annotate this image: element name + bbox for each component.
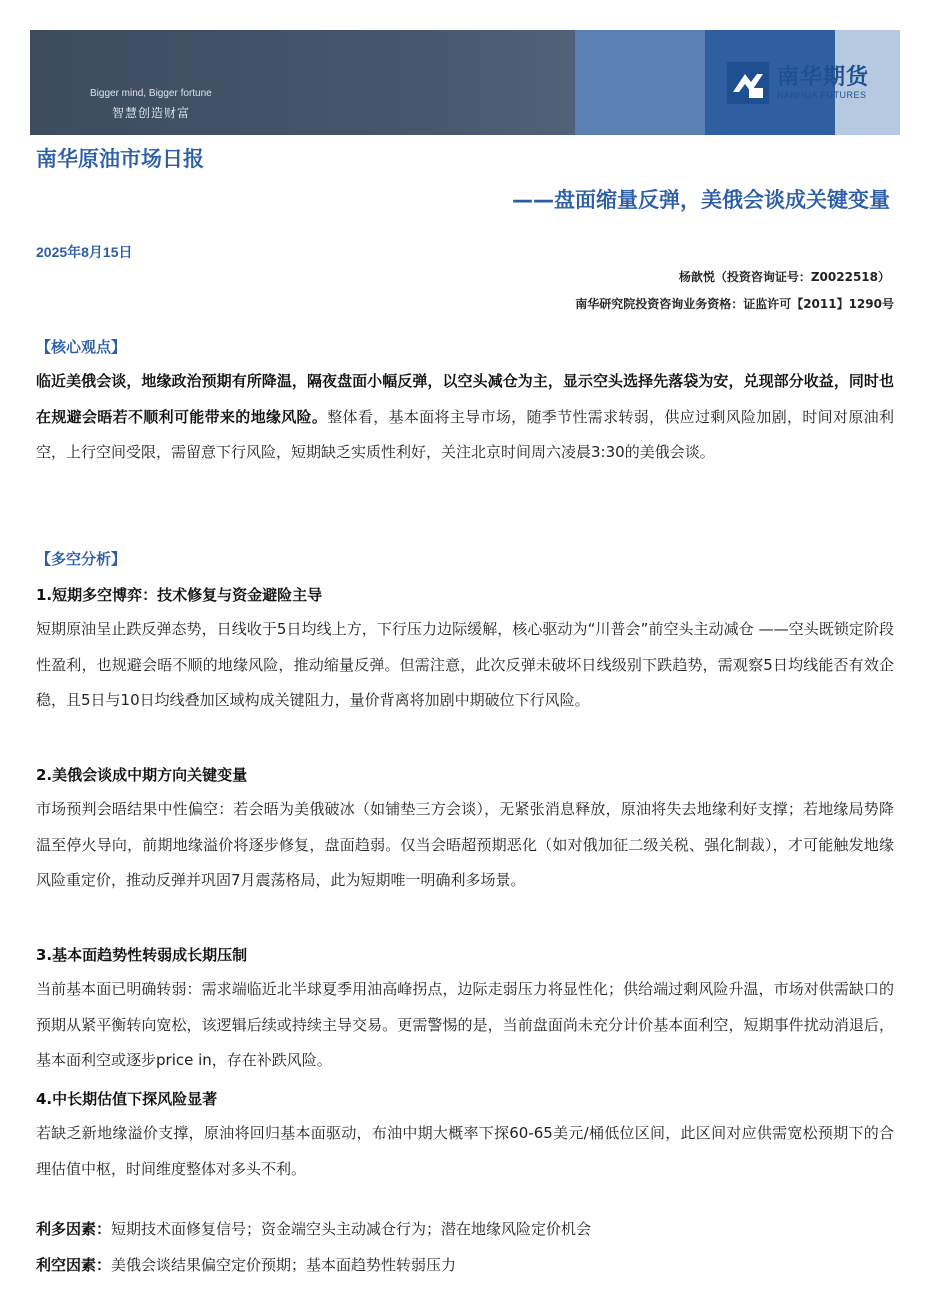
logo-english-name: NANHUA FUTURES [777, 90, 867, 100]
core-view-bold-text: 临近美俄会谈，地缘政治预期有所降温，隔夜盘面小幅反弹，以空头减仓为主，显示空头选择先落袋为安，兑现部分收益，同时也在规避会晤若不顺利可能带来的地缘风险。 [36, 372, 894, 426]
bullish-factors [36, 1218, 591, 1239]
analysis-item-title: 3.基本面趋势性转弱成长期压制 [36, 946, 248, 964]
logo-chinese-name: 南华期货 [777, 65, 870, 90]
qualification-statement: 南华研究院投资咨询业务资格：证监许可【2011】1290号 [575, 297, 894, 311]
analysis-item-text: 短期原油呈止跌反弹态势，日线收于5日均线上方，下行压力边际缓解，核心驱动为“川普会”前空头主动减仓 ——空头既锁定阶段性盈利，也规避会晤不顺的地缘风险，推动缩量反弹。但需注意，此次反弹未破坏日线级别下跌趋势，需观察5日均线能否有效企稳，且5日与10日均线叠加区域构成关键阻力，量价背离将加剧中期破位下行风险。 [36, 620, 894, 709]
analysis-item-text: 当前基本面已明确转弱：需求端临近北半球夏季用油高峰拐点，边际走弱压力将显性化；供给端过剩风险升温，市场对供需缺口的预期从紧平衡转向宽松，该逻辑后续或持续主导交易。更需警惕的是，当前盘面尚未充分计价基本面利空，短期事件扰动消退后，基本面利空或逐步price in，存在补跌风险。 [36, 980, 894, 1069]
bearish-factors-label: 利空因素： [36, 1256, 112, 1274]
report-date: 2025年8月15日 [36, 244, 133, 260]
core-view-heading: 【核心观点】 [36, 338, 127, 356]
report-author: 杨歆悦（投资咨询证号：Z0022518） [678, 270, 890, 284]
company-logo [727, 62, 869, 104]
bearish-factors [36, 1254, 456, 1275]
analysis-item-title: 4.中长期估值下探风险显著 [36, 1090, 218, 1108]
analysis-item-text: 市场预判会晤结果中性偏空：若会晤为美俄破冰（如铺垫三方会谈），无紧张消息释放，原油将失去地缘利好支撑；若地缘局势降温至停火导向，前期地缘溢价将逐步修复，盘面趋弱。仅当会晤超预期恶化（如对俄加征二级关税、强化制裁），才可能触发地缘风险重定价，推动反弹并巩固7月震荡格局，此为短期唯一明确利多场景。 [36, 800, 894, 889]
slogan-english: Bigger mind, Bigger fortune [90, 88, 212, 99]
nanhua-logo-icon [727, 62, 769, 104]
analysis-item-title: 2.美俄会谈成中期方向关键变量 [36, 766, 248, 784]
analysis-heading: 【多空分析】 [36, 550, 127, 568]
bullish-factors-text: 短期技术面修复信号；资金端空头主动减仓行为；潜在地缘风险定价机会 [111, 1220, 592, 1238]
report-subtitle: ——盘面缩量反弹，美俄会谈成关键变量 [512, 188, 890, 212]
analysis-item-text: 若缺乏新地缘溢价支撑，原油将回归基本面驱动，布油中期大概率下探60-65美元/桶低位区间，此区间对应供需宽松预期下的合理估值中枢，时间维度整体对多头不利。 [36, 1124, 894, 1178]
bullish-factors-label: 利多因素： [36, 1220, 112, 1238]
core-view-text: 整体看，基本面将主导市场，随季节性需求转弱，供应过剩风险加剧，时间对原油利空，上行空间受限，需留意下行风险，短期缺乏实质性利好，关注北京时间周六凌晨3:30的美俄会谈。 [36, 407, 894, 461]
slogan-chinese: 智慧创造财富 [112, 106, 191, 120]
report-title: 南华原油市场日报 [36, 147, 204, 171]
core-view-paragraph [36, 364, 894, 471]
bearish-factors-text: 美俄会谈结果偏空定价预期；基本面趋势性转弱压力 [111, 1256, 457, 1274]
analysis-item-title: 1.短期多空博弈：技术修复与资金避险主导 [36, 586, 323, 604]
banner-stripe [575, 30, 705, 135]
header-banner [30, 30, 900, 135]
